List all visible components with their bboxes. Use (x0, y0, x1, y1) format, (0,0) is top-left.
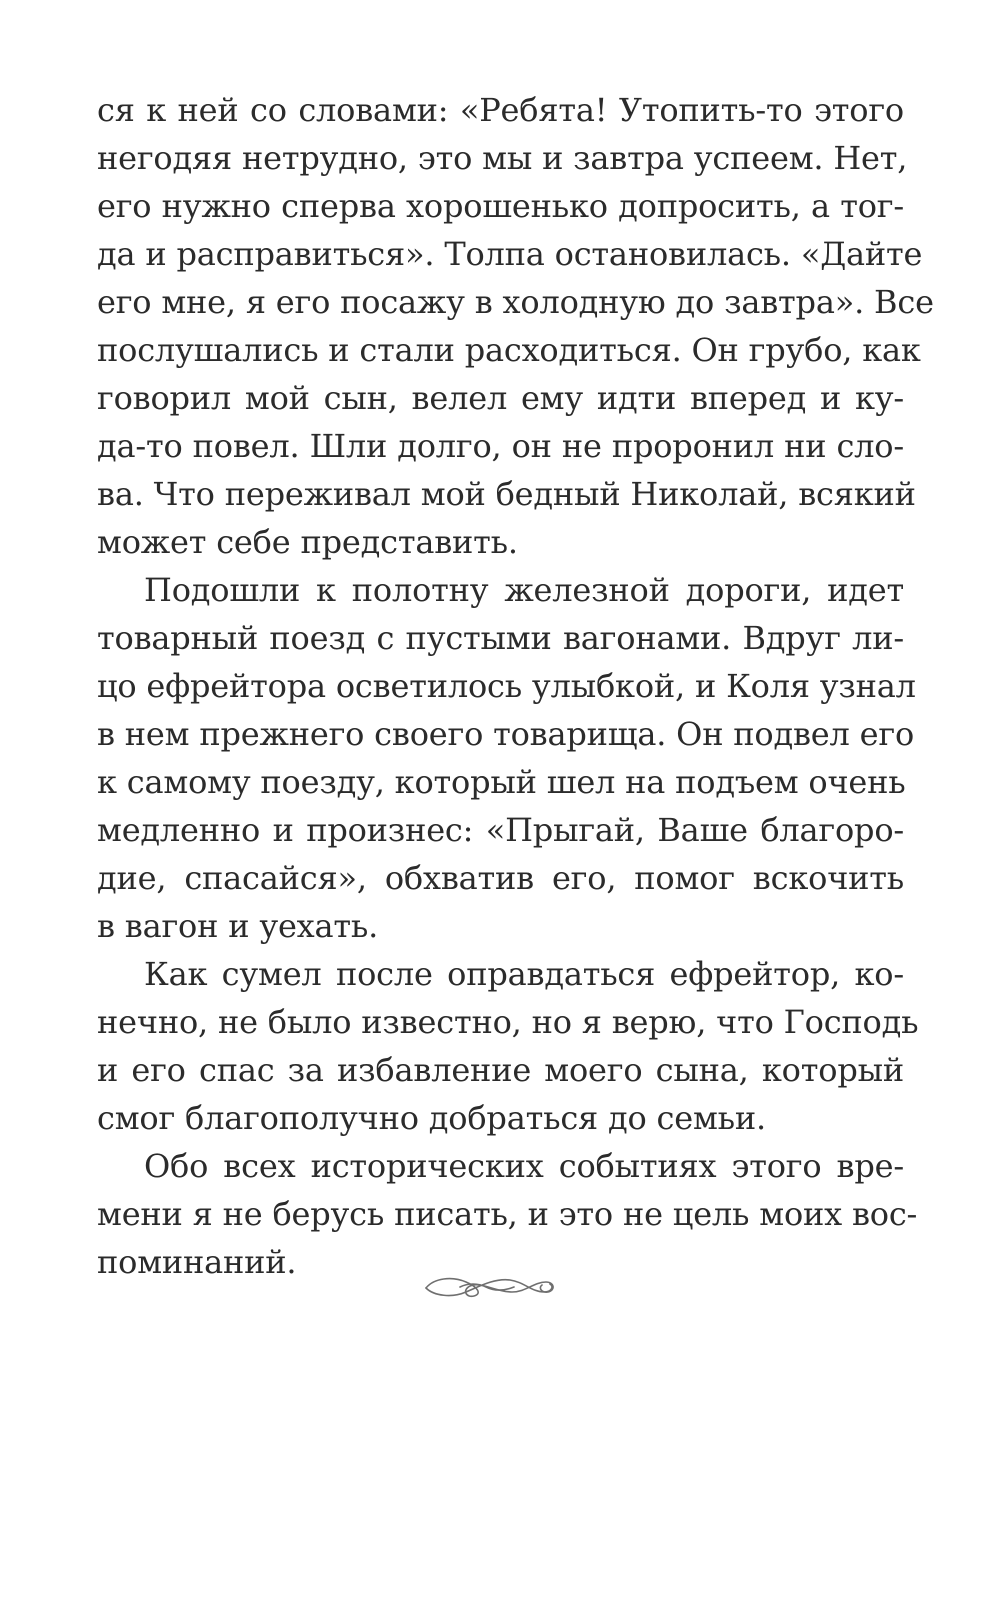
text-line: Как сумел после оправдаться ефрейтор, ко- (144, 955, 904, 993)
text-line: негодяя нетрудно, это мы и завтра успеем. Нет, (97, 139, 908, 177)
text-line: да-то повел. Шли долго, он не проронил ни сло- (97, 427, 904, 465)
text-line: да и расправиться». Толпа остановилась. «Дайте (97, 235, 923, 273)
text-line: говорил мой сын, велел ему идти вперед и ку- (97, 379, 904, 417)
text-line: Подошли к полотну железной дороги, идет (144, 571, 904, 609)
text-line: послушались и стали расходиться. Он грубо, как (97, 331, 921, 369)
text-line: его мне, я его посажу в холодную до завтра». Все (97, 283, 934, 321)
text-line: может себе представить. (97, 523, 518, 561)
text-line: товарный поезд с пустыми вагонами. Вдруг ли- (97, 619, 904, 657)
text-line: ся к ней со словами: «Ребята! Утопить-то этого (97, 91, 904, 129)
text-line: ва. Что переживал мой бедный Николай, всякий (97, 475, 916, 513)
text-line: в вагон и уехать. (97, 907, 379, 945)
text-line: дие, спасайся», обхватив его, помог вскочить (97, 859, 904, 897)
text-line: и его спас за избавление моего сына, который (97, 1051, 904, 1089)
text-line: его нужно сперва хорошенько допросить, а тог- (97, 187, 904, 225)
text-line: мени я не берусь писать, и это не цель моих вос- (97, 1195, 918, 1233)
page-text (97, 86, 934, 1286)
text-line: медленно и произнес: «Прыгай, Ваше благоро- (97, 811, 904, 849)
paragraph (97, 950, 919, 1142)
text-line: Обо всех исторических событиях этого вре- (144, 1147, 904, 1185)
text-line: смог благополучно добраться до семьи. (97, 1099, 767, 1137)
paragraph (97, 1142, 918, 1286)
text-line: к самому поезду, который шел на подъем очень (97, 763, 906, 801)
text-line: поминаний. (97, 1243, 297, 1281)
paragraph (97, 566, 916, 950)
flourish-divider-icon (420, 1268, 558, 1306)
text-line: нечно, не было известно, но я верю, что Господь (97, 1003, 919, 1041)
paragraph (97, 86, 934, 566)
text-line: в нем прежнего своего товарища. Он подвел его (97, 715, 915, 753)
text-line: цо ефрейтора осветилось улыбкой, и Коля узнал (97, 667, 916, 705)
